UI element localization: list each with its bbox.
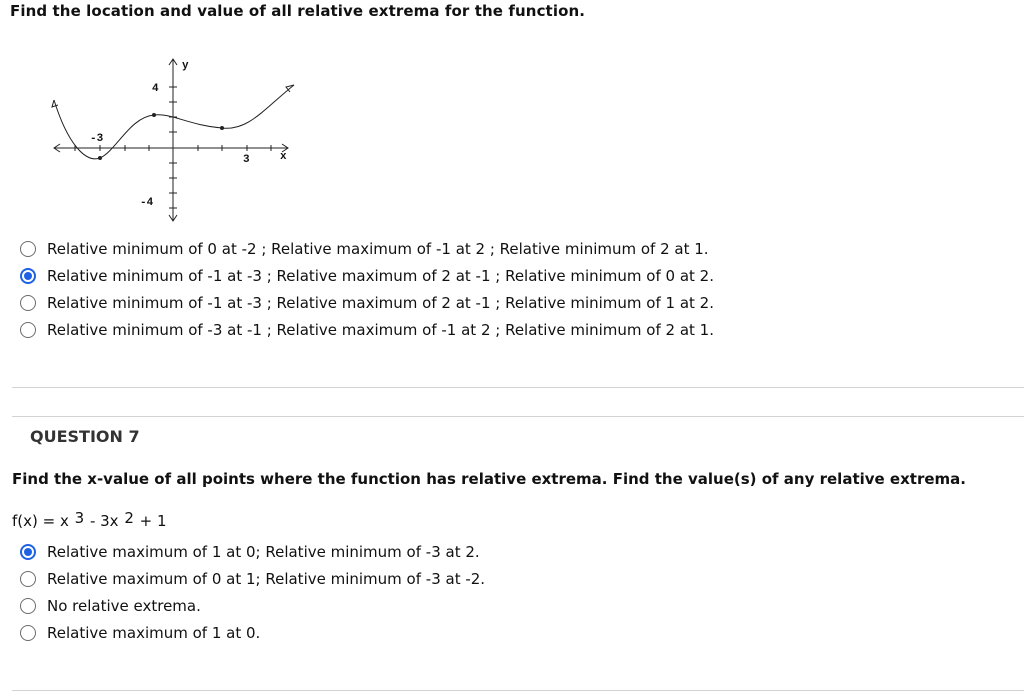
- answer-option-label: Relative minimum of -1 at -3 ; Relative maximum of 2 at -1 ; Relative minimum of 1 at 2.: [47, 293, 714, 312]
- section-divider: [12, 690, 1024, 691]
- answer-option[interactable]: [20, 619, 485, 646]
- answer-option-label: Relative minimum of 0 at -2 ; Relative maximum of -1 at 2 ; Relative minimum of 2 at 1.: [47, 239, 709, 258]
- answer-option-label: No relative extrema.: [47, 596, 201, 615]
- section-divider: [12, 387, 1024, 388]
- answer-option-label: Relative maximum of 0 at 1; Relative minimum of -3 at -2.: [47, 569, 486, 588]
- answer-option-label: Relative maximum of 1 at 0; Relative minimum of -3 at 2.: [47, 542, 480, 561]
- x-tick-label-neg-3: -3: [90, 133, 104, 145]
- radio-button-icon[interactable]: [20, 571, 36, 587]
- radio-button-selected-icon[interactable]: [20, 544, 36, 560]
- radio-button-icon[interactable]: [20, 295, 36, 311]
- radio-button-icon[interactable]: [20, 241, 36, 257]
- formula-tail: + 1: [139, 512, 167, 530]
- answer-option[interactable]: [20, 565, 485, 592]
- radio-button-icon[interactable]: [20, 598, 36, 614]
- formula-middle: - 3x: [89, 512, 119, 530]
- radio-button-icon[interactable]: [20, 322, 36, 338]
- function-formula: [12, 509, 167, 530]
- x-axis-label: x: [280, 151, 287, 163]
- answer-option[interactable]: [20, 592, 485, 619]
- question-6-prompt: Find the location and value of all relative extrema for the function.: [10, 2, 586, 20]
- y-tick-label-4: 4: [152, 83, 159, 95]
- relative-minimum-point: [220, 126, 224, 130]
- radio-button-selected-icon[interactable]: [20, 268, 36, 284]
- answer-option[interactable]: [20, 262, 714, 289]
- section-divider: [12, 416, 1024, 417]
- formula-exponent-2: 2: [124, 509, 134, 527]
- relative-minimum-point: [98, 156, 102, 160]
- answer-option-label: Relative maximum of 1 at 0.: [47, 623, 261, 642]
- x-tick-label-3: 3: [243, 154, 250, 166]
- radio-button-icon[interactable]: [20, 625, 36, 641]
- question-7-options: [20, 538, 485, 646]
- y-axis-label: y: [182, 60, 189, 72]
- formula-exponent-1: 3: [74, 509, 85, 527]
- formula-lhs: f(x) = x: [12, 512, 69, 530]
- answer-option-label: Relative minimum of -1 at -3 ; Relative maximum of 2 at -1 ; Relative minimum of 0 at 2.: [47, 266, 714, 285]
- y-tick-label-neg-4: -4: [140, 197, 154, 209]
- answer-option[interactable]: [20, 316, 714, 343]
- question-6-options: [20, 235, 714, 343]
- question-7-header: QUESTION 7: [30, 427, 140, 446]
- relative-maximum-point: [152, 113, 156, 117]
- answer-option-label: Relative minimum of -3 at -1 ; Relative maximum of -1 at 2 ; Relative minimum of 2 at 1.: [47, 320, 714, 339]
- function-graph: [48, 55, 308, 230]
- answer-option[interactable]: [20, 235, 714, 262]
- answer-option[interactable]: [20, 289, 714, 316]
- answer-option[interactable]: [20, 538, 485, 565]
- question-7-prompt: Find the x-value of all points where the function has relative extrema. Find the value(s) of any relative extrema.: [12, 470, 966, 488]
